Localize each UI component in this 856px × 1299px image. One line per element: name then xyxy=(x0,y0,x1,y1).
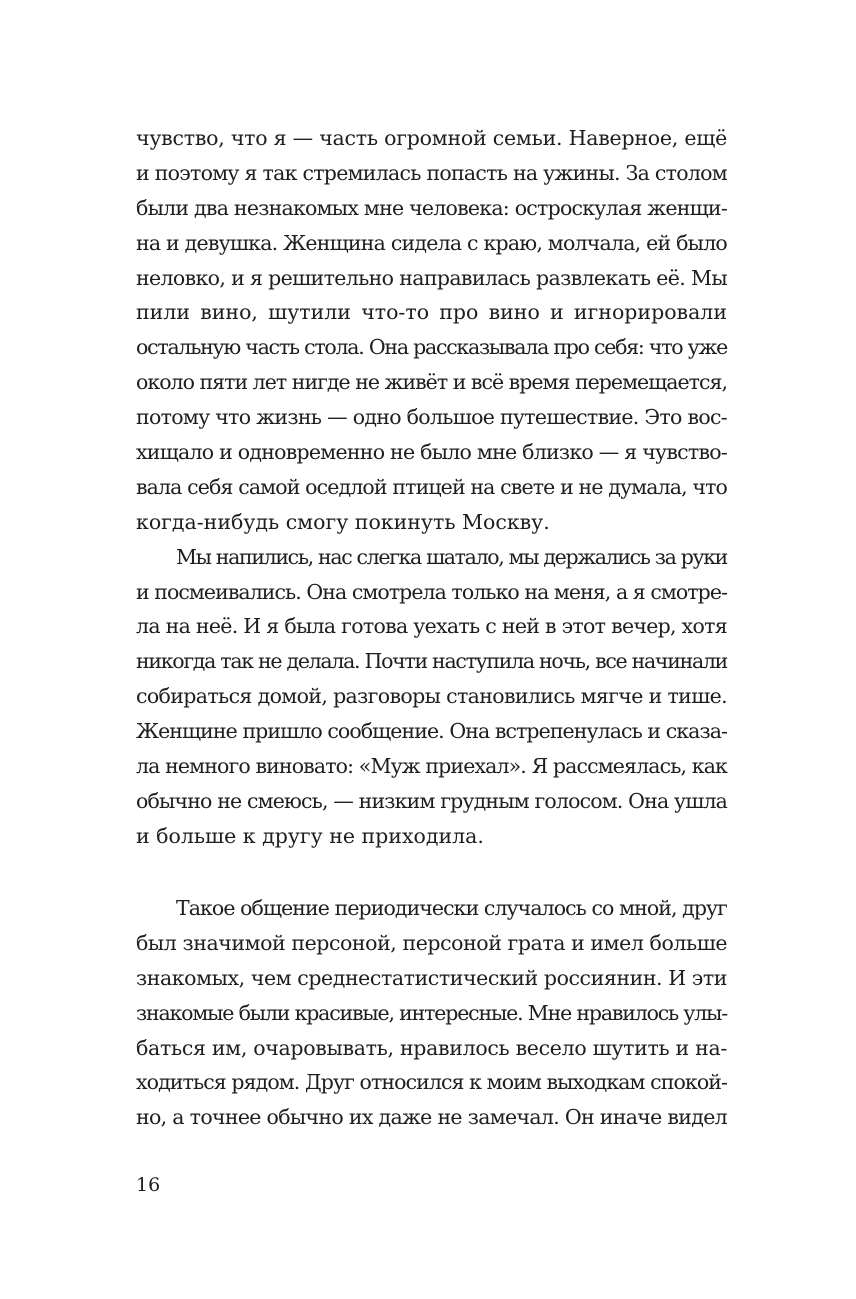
text-line: Мы напились, нас слегка шатало, мы держались за руки xyxy=(176,544,727,569)
text-line: когда-нибудь смогу покинуть Москву. xyxy=(136,509,550,534)
text-line: и поэтому я так стремилась попасть на ужины. За столом xyxy=(136,160,727,185)
text-line: около пяти лет нигде не живёт и всё время перемещается, xyxy=(136,370,727,395)
text-line: пили вино, шутили что-то про вино и игнорировали xyxy=(136,300,727,325)
text-block-lower xyxy=(136,891,727,1135)
text-line: собираться домой, разговоры становились мягче и тише. xyxy=(136,684,727,709)
text-line: были два незнакомых мне человека: остроскулая женщи- xyxy=(136,195,727,220)
text-line: обычно не смеюсь, — низким грудным голосом. Она ушла xyxy=(136,788,728,813)
text-line: вала себя самой оседлой птицей на свете и не думала, что xyxy=(136,474,728,499)
text-line: хищало и одновременно не было мне близко — я чувство- xyxy=(136,440,727,465)
text-line: ла немного виновато: «Муж приехал». Я рассмеялась, как xyxy=(136,754,727,779)
text-line: и больше к другу не приходила. xyxy=(136,823,484,848)
text-block-upper xyxy=(136,121,727,854)
text-line: знакомые были красивые, интересные. Мне нравилось улы- xyxy=(136,1000,728,1025)
text-line: ла на неё. И я была готова уехать с ней в этот вечер, хотя xyxy=(136,614,727,639)
text-line: остальную часть стола. Она рассказывала про себя: что уже xyxy=(136,335,727,360)
text-line: чувство, что я — часть огромной семьи. Наверное, ещё xyxy=(136,126,728,150)
text-line: неловко, и я решительно направилась развлекать её. Мы xyxy=(136,265,727,290)
text-line: потому что жизнь — одно большое путешествие. Это вос- xyxy=(136,405,727,430)
text-line: ходиться рядом. Друг относился к моим выходкам спокой- xyxy=(136,1070,728,1095)
text-line: но, а точнее обычно их даже не замечал. Он иначе видел xyxy=(136,1105,727,1130)
paragraph-2 xyxy=(136,540,727,854)
page-number: 16 xyxy=(136,1174,161,1196)
text-line: баться им, очаровывать, нравилось весело шутить и на- xyxy=(136,1035,727,1060)
paragraph-1 xyxy=(136,121,727,540)
text-line: на и девушка. Женщина сидела с краю, молчала, ей было xyxy=(136,230,727,255)
text-line: Такое общение периодически случалось со мной, друг xyxy=(176,896,727,920)
text-line: никогда так не делала. Почти наступила ночь, все начинали xyxy=(136,649,728,674)
paragraph-3 xyxy=(136,891,727,1135)
text-line: знакомых, чем среднестатистический россиянин. И эти xyxy=(136,965,727,990)
text-line: Женщине пришло сообщение. Она встрепенулась и сказа- xyxy=(136,719,728,744)
text-line: был значимой персоной, персоной грата и имел больше xyxy=(136,930,728,955)
text-line: и посмеивались. Она смотрела только на меня, а я смотре- xyxy=(136,579,728,604)
